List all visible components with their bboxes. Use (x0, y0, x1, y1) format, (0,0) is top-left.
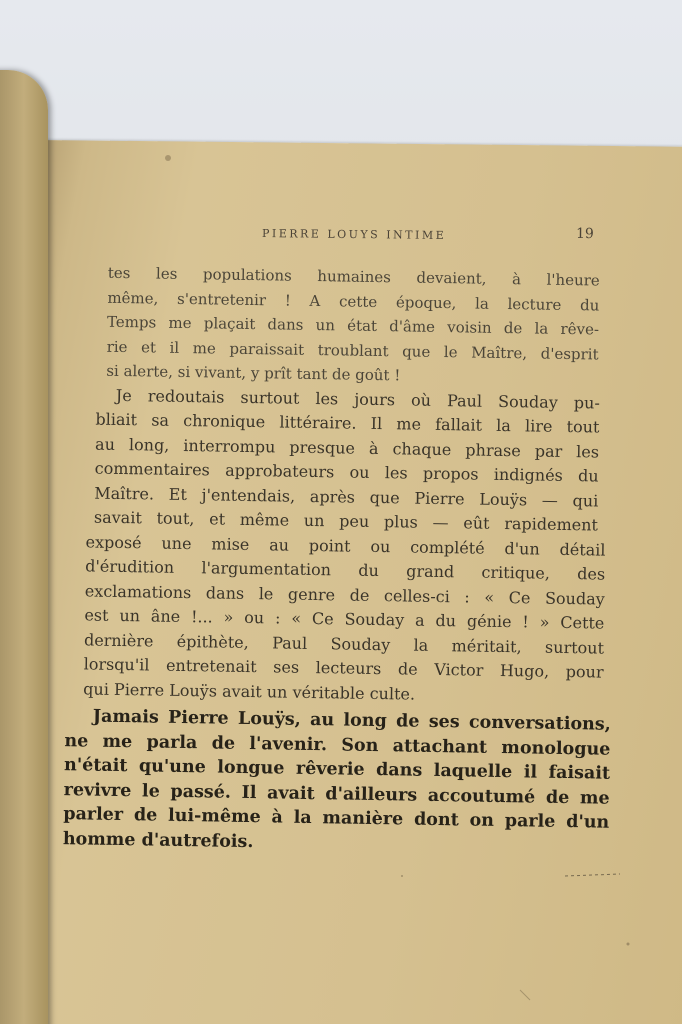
body-text (51, 260, 620, 860)
text-line: tes les populations humaines devaient, à l'heure (107, 263, 600, 290)
text-line: Je redoutais surtout les jours où Paul Souday pu- (115, 385, 600, 412)
text-line: d'érudition l'argumentation du grand critique, des (85, 556, 606, 584)
text-line: dernière épithète, Paul Souday la méritait, surtout (83, 629, 605, 658)
text-line: ne me parla de l'avenir. Son attachant monologue (64, 730, 611, 760)
text-line: savait tout, et même un peu plus — eût rapidement (93, 507, 599, 535)
paragraph-2 (56, 382, 618, 538)
text-line: Maître. Et j'entendais, après que Pierre Louÿs — qui (94, 483, 599, 510)
page-number: 19 (575, 225, 594, 243)
paragraph-3 (51, 704, 613, 860)
text-line: revivre le passé. Il avait d'ailleurs accoutumé de me (63, 779, 610, 809)
text-line: si alerte, si vivant, y prît tant de goût ! (106, 361, 401, 385)
paragraph-1 (58, 260, 620, 391)
text-line: exposé une mise au point ou complété d'un détail (85, 531, 606, 560)
text-line: Jamais Pierre Louÿs, au long de ses conversations, (92, 706, 611, 735)
paragraph-2-cont (53, 529, 616, 709)
text-line: au long, interrompu presque à chaque phrase par les (94, 434, 600, 461)
text-line: n'était qu'une longue rêverie dans laquelle il faisait (63, 755, 611, 784)
text-line: parler de lui-même à la manière dont on parle d'un (63, 804, 610, 833)
text-line: qui Pierre Louÿs avait un véritable culte. (83, 678, 416, 704)
text-line: Temps me plaçait dans un état d'âme voisin de la rêve- (106, 312, 600, 339)
text-line: bliait sa chronique littéraire. Il me fallait la lire tout (95, 409, 600, 437)
text-line: homme d'autrefois. (62, 828, 254, 852)
text-line: rie et il me paraissait troublant que le Maître, d'esprit (106, 337, 599, 363)
running-title: PIERRE LOUYS INTIME (261, 227, 447, 242)
text-line: commentaires approbateurs ou les propos indignés du (94, 458, 599, 486)
previous-page-edge (0, 70, 48, 1024)
text-line: est un âne !... » ou : « Ce Souday a du génie ! » Cette (84, 605, 605, 633)
text-line: exclamations dans le genre de celles-ci : « Ce Souday (84, 580, 605, 609)
text-line: même, s'entretenir ! A cette époque, la lecture du (107, 288, 600, 314)
page-header (0, 226, 682, 246)
text-line: lorsqu'il entretenait ses lecteurs de Victor Hugo, pour (83, 654, 604, 682)
